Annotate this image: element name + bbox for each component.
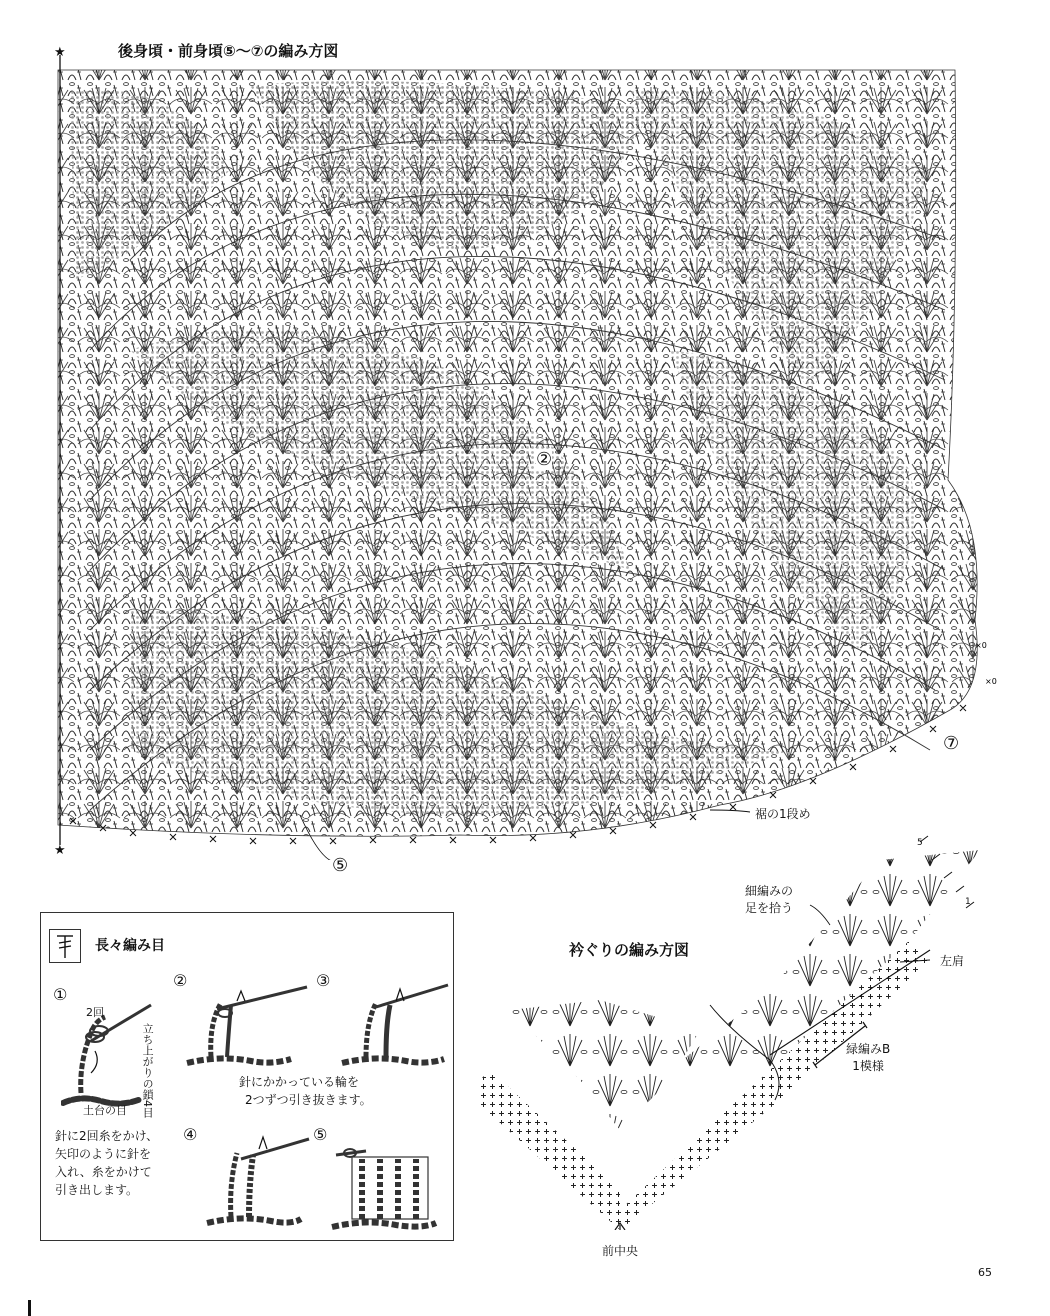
- step-number-2: ②: [173, 971, 188, 990]
- step23-line-1: 針にかかっている輪を: [239, 1075, 360, 1089]
- label-edging-repeat: [846, 1041, 890, 1075]
- step1-tag-2kai: 2回: [86, 1006, 104, 1019]
- svg-text:×0: ×0: [985, 677, 997, 686]
- page-number: 65: [978, 1266, 992, 1279]
- label-left-shoulder: 左肩: [940, 954, 965, 968]
- neckline-chart-title: 衿ぐりの編み方図: [569, 941, 690, 959]
- label-circled-5: ⑤: [332, 855, 349, 876]
- svg-text:×0: ×0: [975, 641, 987, 650]
- step-number-5: ⑤: [313, 1125, 328, 1144]
- hem-label-leader: [710, 810, 750, 812]
- step1-line-3: 入れ、糸をかけて: [55, 1165, 152, 1179]
- star-marker-bottom: ★: [54, 843, 66, 858]
- step5-illustration: [326, 1135, 446, 1235]
- neckline-fans-left: [510, 1000, 700, 1130]
- step1-vertical-text: 立ち上がりの鎖4目: [141, 1023, 155, 1118]
- step1-line-4: 引き出します。: [55, 1183, 139, 1197]
- fan-motifs-overlay: [58, 70, 977, 836]
- label-circled-2: ②: [536, 449, 553, 470]
- step23-text: [239, 1073, 372, 1109]
- label-hem-first-row: 裾の1段め: [755, 807, 811, 821]
- step1-line-2: 矢印のように針を: [55, 1147, 152, 1161]
- main-chart-title: 後身頃・前身頃⑤〜⑦の編み方図: [118, 42, 339, 60]
- edging-line-2: 1模様: [852, 1058, 884, 1073]
- step1-line-1: 針に2回糸をかけ、: [55, 1129, 159, 1143]
- step1-text: [55, 1127, 158, 1199]
- label-circled-7: ⑦: [943, 733, 960, 754]
- label-front-center: 前中央: [602, 1244, 639, 1258]
- pickup-line-1: 細編みの: [745, 884, 794, 898]
- main-crochet-chart: [30, 50, 1040, 860]
- step2-illustration: [181, 983, 311, 1073]
- technique-caption: 長々編み目: [95, 938, 165, 954]
- step-number-4: ④: [183, 1125, 198, 1144]
- step-number-1: ①: [53, 985, 68, 1004]
- step1-base-label: 土台の目: [83, 1104, 127, 1117]
- star-marker-top: ★: [54, 45, 66, 60]
- technique-box: [40, 912, 454, 1241]
- pickup-leader: [810, 905, 830, 925]
- edging-line-1: 緑編みB: [846, 1042, 891, 1056]
- step1-vertical-chain-note: [141, 1023, 181, 1133]
- step-number-3: ③: [316, 971, 331, 990]
- step23-line-2: 2つずつ引き抜きます。: [245, 1093, 372, 1107]
- triple-crochet-symbol-icon: [49, 929, 81, 963]
- neckline-row-5: 5: [917, 838, 923, 848]
- pickup-line-2: 足を拾う: [745, 900, 794, 915]
- label-pick-up-sc: [745, 883, 793, 917]
- neckline-row-1: 1: [965, 897, 971, 907]
- neckline-crochet-chart: [470, 830, 1010, 1230]
- binding-mark: [28, 1300, 31, 1316]
- step4-illustration: [201, 1133, 311, 1233]
- step3-illustration: [336, 983, 451, 1073]
